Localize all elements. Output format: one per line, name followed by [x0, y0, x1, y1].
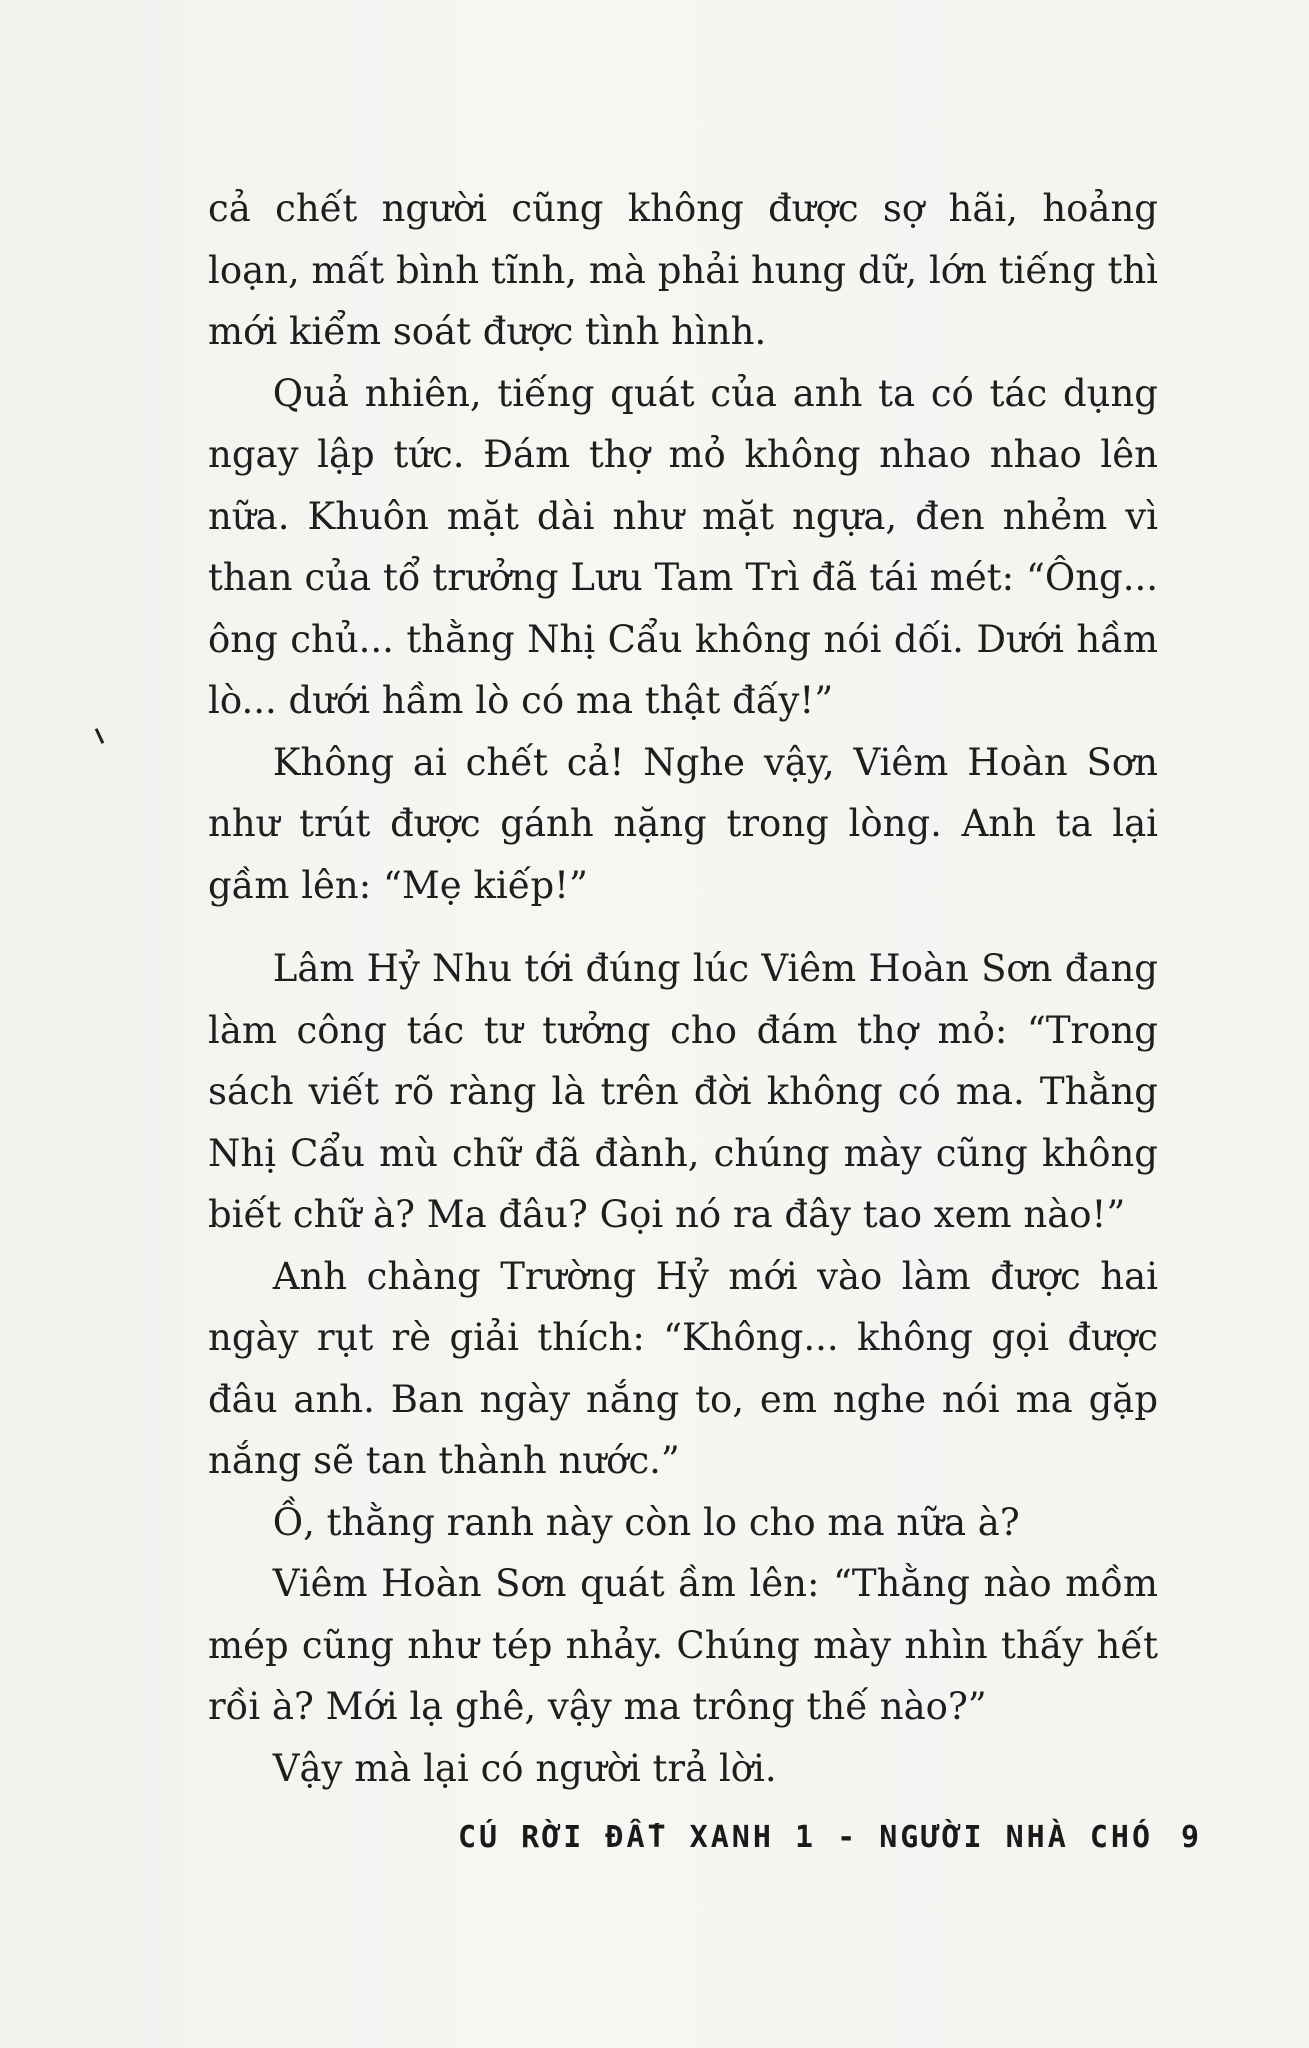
book-title: CÚ RỜI ĐẤT XANH 1 - NGƯỜI NHÀ CHÓ	[458, 1820, 1154, 1855]
paragraph-2: Quả nhiên, tiếng quát của anh ta có tác dụng ngay lập tức. Đám thợ mỏ không nhao nhao lên nữa. Khuôn mặt dài như mặt ngựa, đen nhẻm vì than của tổ trưởng Lưu Tam Trì đã tái mét: “Ông... ông chủ... thằng Nhị Cẩu không nói dối. Dưới hầm lò... dưới hầm lò có ma thật đấy!”	[208, 371, 1158, 722]
paragraph-5: Anh chàng Trường Hỷ mới vào làm được hai ngày rụt rè giải thích: “Không... không gọi được đâu anh. Ban ngày nắng to, em nghe nói ma gặp nắng sẽ tan thành nước.”	[208, 1254, 1158, 1482]
running-footer	[458, 1820, 1203, 1855]
body-text	[208, 178, 1158, 1799]
paragraph-4: Lâm Hỷ Nhu tới đúng lúc Viêm Hoàn Sơn đang làm công tác tư tưởng cho đám thợ mỏ: “Trong sách viết rõ ràng là trên đời không có ma. Thằng Nhị Cẩu mù chữ đã đành, chúng mày cũng không biết chữ à? Ma đâu? Gọi nó ra đây tao xem nào!”	[208, 947, 1158, 1236]
stray-mark	[95, 728, 104, 744]
paragraph-3: Không ai chết cả! Nghe vậy, Viêm Hoàn Sơn như trút được gánh nặng trong lòng. Anh ta lại gầm lên: “Mẹ kiếp!”	[208, 740, 1158, 907]
page-number: 9	[1181, 1820, 1203, 1855]
paragraph-6: Ồ, thằng ranh này còn lo cho ma nữa à?	[272, 1500, 1020, 1544]
paragraph-7: Viêm Hoàn Sơn quát ầm lên: “Thằng nào mồm mép cũng như tép nhảy. Chúng mày nhìn thấy hết rồi à? Mới lạ ghê, vậy ma trông thế nào?”	[208, 1562, 1158, 1728]
paragraph-8: Vậy mà lại có người trả lời.	[272, 1746, 777, 1790]
paragraph-1: cả chết người cũng không được sợ hãi, hoảng loạn, mất bình tĩnh, mà phải hung dữ, lớn tiếng thì mới kiểm soát được tình hình.	[208, 187, 1158, 353]
paragraph-gap	[208, 916, 1158, 938]
